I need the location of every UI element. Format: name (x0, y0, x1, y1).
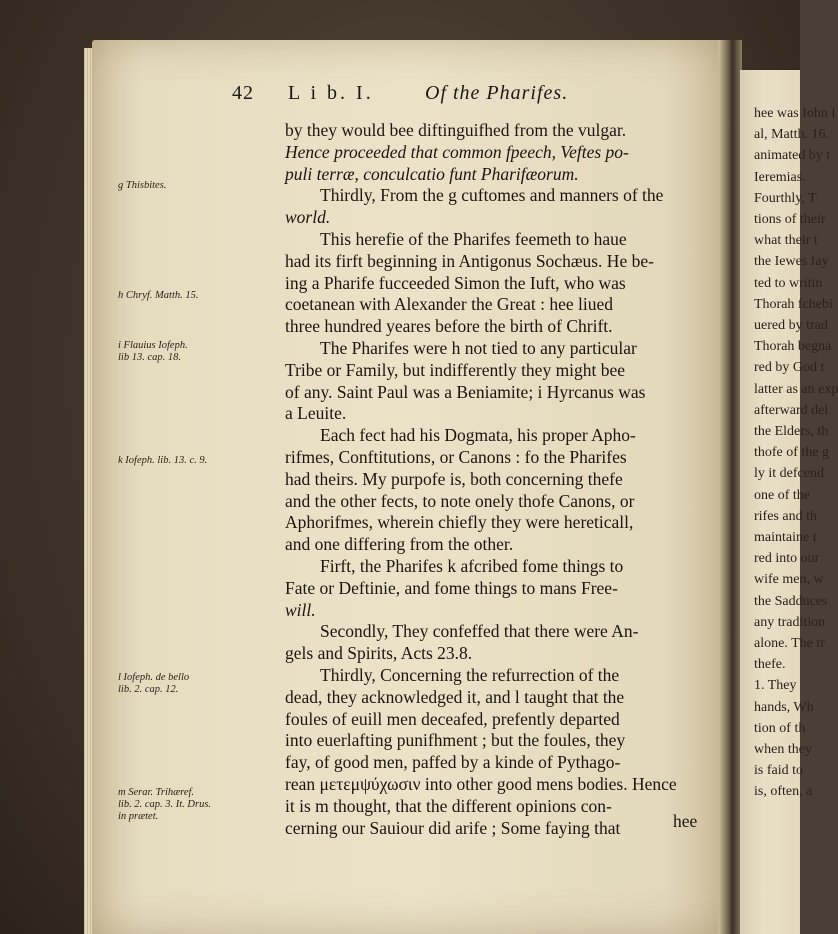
body-line: Thirdly, Concerning the refurrection of the (320, 665, 620, 685)
facing-page-line: when they (754, 742, 812, 757)
facing-page-line: Thorah begna (754, 339, 832, 355)
body-line: had theirs. My purpofe is, both concerning thefe (285, 468, 623, 489)
body-line: The Pharifes were h not tied to any particular (320, 338, 637, 358)
body-line: cerning our Sauiour did arife ; Some faying that (285, 817, 621, 838)
body-line: This herefie of the Pharifes feemeth to haue (320, 229, 627, 249)
body-line: it is m thought, that the different opinions con- (285, 795, 612, 816)
body-line: rean μετεμψύχωσιν into other good mens bodies. Hence (285, 774, 677, 794)
body-line: fay, of good men, paffed by a kinde of Pythago- (285, 752, 621, 773)
facing-page-line: Thorah fchebi (754, 296, 833, 312)
facing-page-line: afterward del (754, 402, 829, 418)
marginal-note: k Iofeph. lib. 13. c. 9. (118, 455, 208, 466)
marginal-note: m Serar. Trihæref. (118, 787, 195, 798)
body-line: Each fect had his Dogmata, his proper Apho- (320, 425, 636, 446)
body-line: dead, they acknowledged it, and l taught that the (285, 686, 625, 707)
body-line: world. (285, 207, 331, 228)
facing-page-line: one of the (754, 487, 810, 503)
body-line: and one differing from the other. (285, 534, 514, 555)
facing-page-line: is faid to (754, 763, 803, 779)
body-line: gels and Spirits, Acts 23.8. (285, 643, 473, 664)
facing-page-line: latter as an exp (754, 381, 838, 397)
facing-page-line: hee was Iohn i (754, 106, 836, 121)
body-line: Aphorifmes, wherein chiefly they were hereticall, (285, 512, 634, 533)
body-line: Hence proceeded that common fpeech, Veftes po- (285, 141, 629, 162)
facing-page-line: thofe of the g (754, 445, 830, 461)
body-line: ing a Pharife fucceeded Simon the Iuft, who was (285, 272, 626, 293)
facing-page-line: tion of th (754, 720, 806, 736)
body-line: Tribe or Family, but indifferently they might bee (285, 359, 626, 380)
marginal-note: h Chryf. Matth. 15. (118, 290, 199, 301)
facing-page-line: rifes and th (754, 508, 817, 524)
marginal-note: g Thisbites. (118, 180, 167, 191)
body-line: had its firft beginning in Antigonus Sochæus. He be- (285, 250, 654, 271)
facing-page-line: the Sadduces (754, 593, 828, 609)
facing-page-line: hands, Wh (754, 699, 814, 715)
facing-page-line: al, Matth. 16. (754, 127, 830, 143)
facing-page-line: alone. The tr (754, 636, 825, 651)
marginal-note: lib. 2. cap. 12. (118, 684, 179, 695)
body-line: Fate or Deftinie, and fome things to mans Free- (285, 577, 618, 598)
marginal-note: lib 13. cap. 18. (118, 352, 181, 363)
facing-page-line: ted to writin (754, 275, 823, 291)
body-line: puli terræ, conculcatio funt Pharifæorum. (285, 163, 579, 184)
body-line: and the other fects, to note onely thofe Canons, or (285, 490, 635, 511)
page-number: 42 (232, 82, 254, 104)
facing-page-line: ly it defcend (754, 466, 824, 482)
marginal-note: l Iofeph. de bello (118, 672, 190, 683)
body-line: three hundred yeares before the birth of Chrift. (285, 316, 613, 337)
facing-page-line: uered by trad (754, 318, 828, 333)
facing-page-line: the Iewes fay (754, 254, 829, 270)
body-line: into euerlafting punifhment ; but the foules, they (285, 730, 626, 751)
body-line: Secondly, They confeffed that there were An- (320, 621, 639, 642)
facing-page-line: thefe. (754, 657, 786, 673)
facing-page-line: animated by t (754, 148, 831, 164)
facing-page-line: Ieremias. (754, 169, 806, 185)
body-line: by they would bee diftinguifhed from the vulgar. (285, 120, 627, 140)
body-line: foules of euill men deceafed, prefently departed (285, 708, 620, 729)
facing-page-line: red into our (754, 551, 820, 567)
running-title: Of the Pharifes. (425, 82, 569, 104)
marginal-note: i Flauius Iofeph. (118, 340, 188, 351)
body-line: rifmes, Conftitutions, or Canons : fo the Pharifes (285, 447, 627, 467)
facing-page-line: red by God t (754, 360, 825, 376)
facing-page-line: is, often, a (754, 784, 813, 800)
running-head-book: L i b. I. (288, 82, 374, 104)
body-line: of any. Saint Paul was a Beniamite; i Hyrcanus was (285, 381, 646, 402)
marginal-note: in prætet. (118, 811, 159, 822)
facing-page-line: wife men, w (754, 572, 824, 588)
facing-page-line: the Elders, th (754, 424, 829, 439)
facing-page-line: 1. They (754, 678, 797, 694)
book-gutter (718, 40, 742, 934)
marginal-note: lib. 2. cap. 3. It. Drus. (118, 799, 212, 810)
body-line: will. (285, 599, 316, 620)
catchword: hee (673, 811, 698, 831)
body-line: Thirdly, From the g cuftomes and manners of the (320, 185, 664, 206)
facing-page-line: maintaine t (754, 530, 817, 545)
facing-page-line: tions of their (754, 212, 826, 227)
facing-page-fragment (740, 70, 838, 934)
facing-page-line: what their t (754, 233, 818, 249)
body-line: coetanean with Alexander the Great : hee liued (285, 294, 613, 315)
facing-page-line: any tradition (754, 614, 826, 630)
body-line: Firft, the Pharifes k afcribed fome things to (320, 556, 624, 576)
facing-page-line: Fourthly, T (754, 190, 817, 206)
body-line: a Leuite. (285, 403, 347, 424)
